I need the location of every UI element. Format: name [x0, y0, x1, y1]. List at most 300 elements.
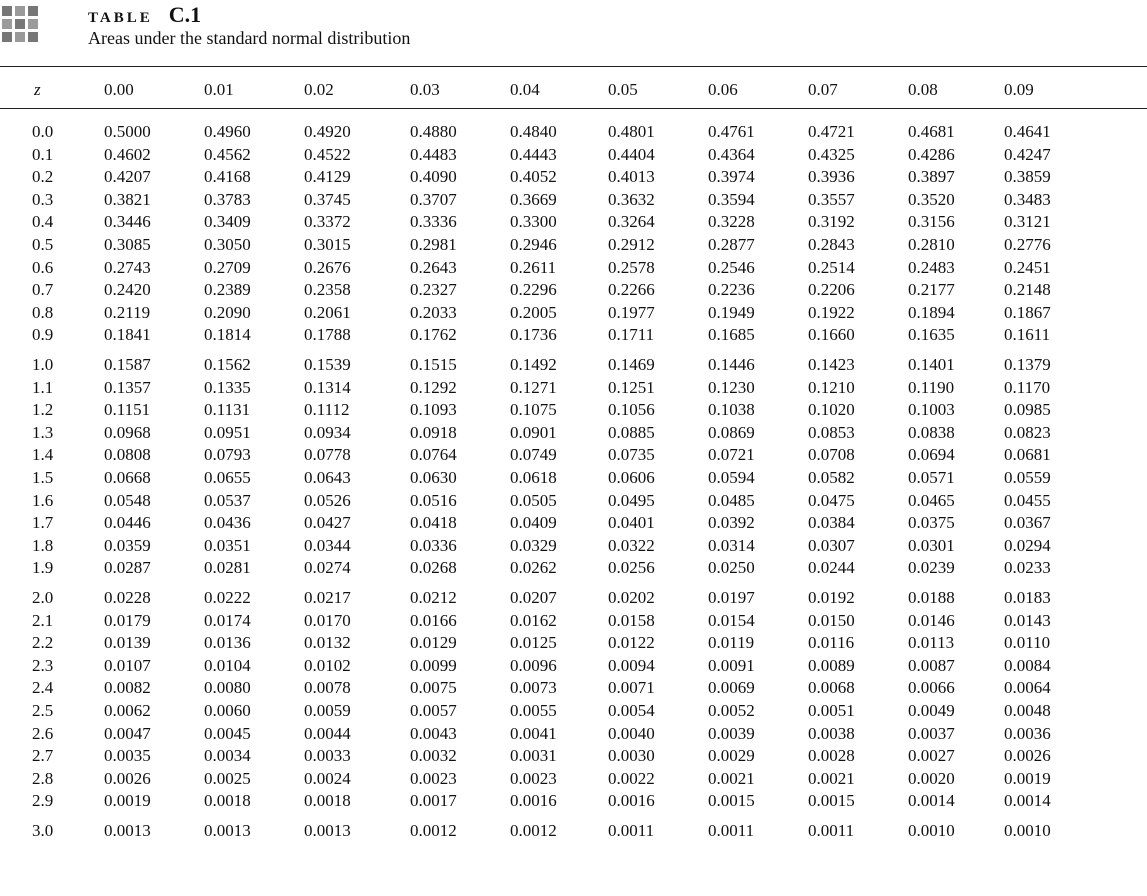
table-cell: 0.0049	[908, 701, 955, 720]
table-cell: 0.1469	[608, 355, 655, 374]
table-cell: 0.0606	[608, 468, 655, 487]
table-cell: 0.0643	[304, 468, 351, 487]
table-row	[0, 791, 1147, 814]
table-cell: 0.4681	[908, 122, 955, 141]
table-cell: 0.1020	[808, 400, 855, 420]
table-cell: 0.1038	[708, 400, 755, 420]
table-cell: 0.0401	[608, 513, 655, 533]
table-row	[0, 468, 1147, 491]
table-cell: 0.0228	[104, 588, 151, 607]
table-cell: 0.2358	[304, 280, 351, 300]
table-cell: 0.0548	[104, 490, 151, 510]
table-cell: 0.0143	[1004, 610, 1051, 630]
table-cell: 0.2946	[510, 235, 557, 254]
table-cell: 0.0107	[104, 655, 151, 675]
table-row	[0, 325, 1147, 348]
table-cell: 0.0202	[608, 588, 655, 607]
row-z-value: 1.3	[32, 422, 54, 442]
table-cell: 0.2810	[908, 235, 955, 254]
table-cell: 0.0735	[608, 445, 655, 465]
table-cell: 0.3228	[708, 212, 755, 232]
table-row	[0, 656, 1147, 679]
table-cell: 0.0618	[510, 468, 557, 487]
table-cell: 0.0037	[908, 723, 955, 743]
table-cell: 0.1894	[908, 302, 955, 322]
table-cell: 0.2177	[908, 280, 955, 300]
table-cell: 0.0475	[808, 490, 855, 510]
table-cell: 0.0043	[410, 723, 457, 743]
table-cell: 0.0016	[608, 791, 655, 811]
row-z-value: 2.3	[32, 655, 54, 675]
table-cell: 0.0012	[510, 821, 557, 840]
header-col: 0.03	[410, 80, 440, 99]
row-z-value: 0.9	[32, 325, 54, 345]
table-cell: 0.3859	[1004, 167, 1051, 187]
table-cell: 0.0808	[104, 445, 151, 465]
table-cell: 0.4052	[510, 167, 557, 187]
table-cell: 0.0051	[808, 701, 855, 720]
table-row	[0, 536, 1147, 559]
table-cell: 0.0044	[304, 723, 351, 743]
table-cell: 0.0026	[1004, 746, 1051, 766]
header-col: 0.05	[608, 80, 638, 99]
table-cell: 0.2327	[410, 280, 457, 300]
header-col: 0.07	[808, 80, 838, 99]
table-cell: 0.0322	[608, 535, 655, 555]
row-z-value: 1.6	[32, 490, 54, 510]
table-cell: 0.3372	[304, 212, 351, 232]
table-cell: 0.1093	[410, 400, 457, 420]
table-cell: 0.4602	[104, 144, 151, 164]
table-cell: 0.0047	[104, 723, 151, 743]
table-cell: 0.3336	[410, 212, 457, 232]
table-row	[0, 746, 1147, 769]
table-cell: 0.0166	[410, 610, 457, 630]
table-cell: 0.0052	[708, 701, 755, 720]
table-cell: 0.4168	[204, 167, 251, 187]
table-cell: 0.0934	[304, 422, 351, 442]
table-cell: 0.0066	[908, 678, 955, 698]
table-cell: 0.0071	[608, 678, 655, 698]
table-cell: 0.0668	[104, 468, 151, 487]
table-cell: 0.0073	[510, 678, 557, 698]
table-cell: 0.0838	[908, 422, 955, 442]
table-cell: 0.0011	[808, 821, 855, 840]
table-cell: 0.0655	[204, 468, 251, 487]
table-cell: 0.3974	[708, 167, 755, 187]
table-cell: 0.0968	[104, 422, 151, 442]
table-cell: 0.0019	[104, 791, 151, 811]
table-cell: 0.0192	[808, 588, 855, 607]
table-cell: 0.3446	[104, 212, 151, 232]
table-row	[0, 445, 1147, 468]
table-cell: 0.1271	[510, 377, 557, 397]
table-cell: 0.0256	[608, 558, 655, 578]
table-row	[0, 145, 1147, 168]
table-cell: 0.0039	[708, 723, 755, 743]
table-row	[0, 303, 1147, 326]
table-cell: 0.4522	[304, 144, 351, 164]
table-cell: 0.2546	[708, 257, 755, 277]
table-cell: 0.0010	[1004, 821, 1051, 840]
table-cell: 0.3783	[204, 189, 251, 209]
table-cell: 0.3594	[708, 189, 755, 209]
table-cell: 0.3121	[1004, 212, 1051, 232]
table-cell: 0.1685	[708, 325, 755, 345]
table-cell: 0.1949	[708, 302, 755, 322]
table-cell: 0.0011	[708, 821, 755, 840]
table-cell: 0.0951	[204, 422, 251, 442]
table-row	[0, 701, 1147, 724]
table-cell: 0.0018	[204, 791, 251, 811]
table-cell: 0.0384	[808, 513, 855, 533]
table-cell: 0.0158	[608, 610, 655, 630]
table-cell: 0.3409	[204, 212, 251, 232]
table-cell: 0.0764	[410, 445, 457, 465]
table-cell: 0.3897	[908, 167, 955, 187]
table-cell: 0.0030	[608, 746, 655, 766]
table-cell: 0.0034	[204, 746, 251, 766]
table-cell: 0.0329	[510, 535, 557, 555]
table-cell: 0.2266	[608, 280, 655, 300]
table-cell: 0.0281	[204, 558, 251, 578]
table-cell: 0.0526	[304, 490, 351, 510]
table-row	[0, 258, 1147, 281]
table-cell: 0.0055	[510, 701, 557, 720]
table-cell: 0.4641	[1004, 122, 1051, 141]
table-cell: 0.0015	[708, 791, 755, 811]
table-cell: 0.4207	[104, 167, 151, 187]
row-z-value: 1.7	[32, 513, 54, 533]
table-row	[0, 513, 1147, 536]
row-z-value: 2.7	[32, 746, 54, 766]
table-cell: 0.0721	[708, 445, 755, 465]
row-z-value: 2.2	[32, 633, 54, 653]
table-cell: 0.1112	[304, 400, 350, 420]
table-cell: 0.0301	[908, 535, 955, 555]
table-cell: 0.2743	[104, 257, 151, 277]
header-col: 0.06	[708, 80, 738, 99]
table-row	[0, 167, 1147, 190]
table-cell: 0.0212	[410, 588, 457, 607]
table-cell: 0.4013	[608, 167, 655, 187]
table-cell: 0.1814	[204, 325, 251, 345]
table-cell: 0.0885	[608, 422, 655, 442]
table-cell: 0.0011	[608, 821, 655, 840]
table-cell: 0.0069	[708, 678, 755, 698]
table-cell: 0.2236	[708, 280, 755, 300]
header-col: 0.00	[104, 80, 134, 99]
table-cell: 0.2709	[204, 257, 251, 277]
row-z-value: 1.2	[32, 400, 54, 420]
table-cell: 0.1131	[204, 400, 251, 420]
table-cell: 0.4761	[708, 122, 755, 141]
table-cell: 0.0113	[908, 633, 955, 653]
table-cell: 0.0274	[304, 558, 351, 578]
table-cell: 0.0239	[908, 558, 955, 578]
table-cell: 0.1736	[510, 325, 557, 345]
table-cell: 0.0094	[608, 655, 655, 675]
table-cell: 0.0091	[708, 655, 755, 675]
table-cell: 0.0314	[708, 535, 755, 555]
table-cell: 0.0179	[104, 610, 151, 630]
table-cell: 0.0033	[304, 746, 351, 766]
header-col: 0.08	[908, 80, 938, 99]
table-cell: 0.1292	[410, 377, 457, 397]
table-cell: 0.1611	[1004, 325, 1051, 345]
table-cell: 0.0021	[808, 768, 855, 788]
table-cell: 0.0375	[908, 513, 955, 533]
row-z-value: 0.8	[32, 302, 54, 322]
table-cell: 0.2643	[410, 257, 457, 277]
table-cell: 0.2005	[510, 302, 557, 322]
table-cell: 0.0392	[708, 513, 755, 533]
table-cell: 0.0918	[410, 422, 457, 442]
table-cell: 0.0367	[1004, 513, 1051, 533]
table-cell: 0.0233	[1004, 558, 1051, 578]
table-caption	[88, 2, 410, 49]
header-rule	[0, 108, 1147, 109]
row-z-value: 2.4	[32, 678, 54, 698]
table-cell: 0.1660	[808, 325, 855, 345]
table-cell: 0.0630	[410, 468, 457, 487]
table-cell: 0.0029	[708, 746, 755, 766]
table-cell: 0.1867	[1004, 302, 1051, 322]
table-cell: 0.0015	[808, 791, 855, 811]
table-cell: 0.2090	[204, 302, 251, 322]
table-cell: 0.0409	[510, 513, 557, 533]
row-z-value: 1.0	[32, 355, 54, 374]
table-cell: 0.0024	[304, 768, 351, 788]
table-cell: 0.4364	[708, 144, 755, 164]
table-cell: 0.2981	[410, 235, 457, 254]
table-cell: 0.3156	[908, 212, 955, 232]
table-cell: 0.1056	[608, 400, 655, 420]
table-cell: 0.0012	[410, 821, 457, 840]
table-row	[0, 588, 1147, 611]
table-cell: 0.0019	[1004, 768, 1051, 788]
table-cell: 0.3192	[808, 212, 855, 232]
table-cell: 0.0038	[808, 723, 855, 743]
table-cell: 0.0013	[204, 821, 251, 840]
table-row	[0, 491, 1147, 514]
table-cell: 0.2148	[1004, 280, 1051, 300]
table-cell: 0.4562	[204, 144, 251, 164]
table-row	[0, 190, 1147, 213]
table-row	[0, 633, 1147, 656]
table-cell: 0.2119	[104, 302, 151, 322]
table-cell: 0.3936	[808, 167, 855, 187]
row-z-value: 0.4	[32, 212, 54, 232]
table-cell: 0.3821	[104, 189, 151, 209]
row-z-value: 3.0	[32, 821, 54, 840]
table-cell: 0.3632	[608, 189, 655, 209]
table-cell: 0.0078	[304, 678, 351, 698]
table-cell: 0.0174	[204, 610, 251, 630]
table-cell: 0.0985	[1004, 400, 1051, 420]
table-cell: 0.0129	[410, 633, 457, 653]
table-label: TABLE	[88, 10, 153, 26]
table-cell: 0.0436	[204, 513, 251, 533]
table-row	[0, 423, 1147, 446]
table-cell: 0.1711	[608, 325, 655, 345]
table-cell: 0.1190	[908, 377, 955, 397]
table-row	[0, 724, 1147, 747]
table-cell: 0.0060	[204, 701, 251, 720]
table-cell: 0.1762	[410, 325, 457, 345]
table-cell: 0.0516	[410, 490, 457, 510]
table-row	[0, 821, 1147, 844]
table-cell: 0.0495	[608, 490, 655, 510]
table-cell: 0.0119	[708, 633, 755, 653]
table-cell: 0.1314	[304, 377, 351, 397]
row-z-value: 0.2	[32, 167, 54, 187]
header-col: 0.09	[1004, 80, 1034, 99]
table-cell: 0.0217	[304, 588, 351, 607]
table-cell: 0.0027	[908, 746, 955, 766]
table-cell: 0.0268	[410, 558, 457, 578]
table-cell: 0.2483	[908, 257, 955, 277]
row-z-value: 2.0	[32, 588, 54, 607]
table-cell: 0.4920	[304, 122, 351, 141]
table-cell: 0.0040	[608, 723, 655, 743]
table-cell: 0.0793	[204, 445, 251, 465]
table-cell: 0.3085	[104, 235, 151, 254]
table-cell: 0.2843	[808, 235, 855, 254]
table-cell: 0.1379	[1004, 355, 1051, 374]
table-cell: 0.0017	[410, 791, 457, 811]
table-cell: 0.4801	[608, 122, 655, 141]
table-cell: 0.0022	[608, 768, 655, 788]
table-cell: 0.2912	[608, 235, 655, 254]
table-cell: 0.1539	[304, 355, 351, 374]
table-row	[0, 212, 1147, 235]
table-cell: 0.0188	[908, 588, 955, 607]
table-cell: 0.1587	[104, 355, 151, 374]
table-cell: 0.0125	[510, 633, 557, 653]
table-cell: 0.4960	[204, 122, 251, 141]
table-cell: 0.1075	[510, 400, 557, 420]
table-cell: 0.3015	[304, 235, 351, 254]
table-cell: 0.0018	[304, 791, 351, 811]
table-cell: 0.3520	[908, 189, 955, 209]
table-cell: 0.0036	[1004, 723, 1051, 743]
table-cell: 0.0023	[510, 768, 557, 788]
table-cell: 0.1922	[808, 302, 855, 322]
table-cell: 0.0139	[104, 633, 151, 653]
table-cell: 0.0016	[510, 791, 557, 811]
table-cell: 0.0250	[708, 558, 755, 578]
table-cell: 0.3483	[1004, 189, 1051, 209]
table-row	[0, 280, 1147, 303]
table-cell: 0.3050	[204, 235, 251, 254]
table-cell: 0.1635	[908, 325, 955, 345]
table-cell: 0.1210	[808, 377, 855, 397]
table-cell: 0.4325	[808, 144, 855, 164]
table-cell: 0.0110	[1004, 633, 1051, 653]
table-cell: 0.2033	[410, 302, 457, 322]
table-cell: 0.0778	[304, 445, 351, 465]
table-row	[0, 611, 1147, 634]
table-cell: 0.0901	[510, 422, 557, 442]
table-cell: 0.0014	[908, 791, 955, 811]
top-rule	[0, 66, 1147, 67]
table-cell: 0.0455	[1004, 490, 1051, 510]
table-cell: 0.0582	[808, 468, 855, 487]
table-cell: 0.0197	[708, 588, 755, 607]
table-cell: 0.0035	[104, 746, 151, 766]
table-row	[0, 769, 1147, 792]
table-cell: 0.1170	[1004, 377, 1051, 397]
table-cell: 0.0089	[808, 655, 855, 675]
table-cell: 0.3669	[510, 189, 557, 209]
table-cell: 0.2451	[1004, 257, 1051, 277]
row-z-value: 2.9	[32, 791, 54, 811]
table-cell: 0.0104	[204, 655, 251, 675]
table-row	[0, 378, 1147, 401]
table-cell: 0.4090	[410, 167, 457, 187]
table-row	[0, 558, 1147, 581]
table-cell: 0.4286	[908, 144, 955, 164]
table-cell: 0.0136	[204, 633, 251, 653]
table-cell: 0.0150	[808, 610, 855, 630]
table-cell: 0.2877	[708, 235, 755, 254]
table-cell: 0.0170	[304, 610, 351, 630]
table-cell: 0.0013	[104, 821, 151, 840]
table-cell: 0.0146	[908, 610, 955, 630]
table-cell: 0.0559	[1004, 468, 1051, 487]
table-cell: 0.0062	[104, 701, 151, 720]
table-cell: 0.0023	[410, 768, 457, 788]
table-cell: 0.0154	[708, 610, 755, 630]
row-z-value: 2.5	[32, 701, 54, 720]
table-cell: 0.1446	[708, 355, 755, 374]
table-cell: 0.1492	[510, 355, 557, 374]
table-cell: 0.0021	[708, 768, 755, 788]
table-cell: 0.1401	[908, 355, 955, 374]
table-logo	[0, 4, 44, 48]
row-z-value: 1.1	[32, 377, 54, 397]
table-cell: 0.1151	[104, 400, 151, 420]
table-cell: 0.0708	[808, 445, 855, 465]
table-cell: 0.0537	[204, 490, 251, 510]
table-cell: 0.0336	[410, 535, 457, 555]
table-cell: 0.0749	[510, 445, 557, 465]
header-z: z	[34, 80, 41, 99]
table-cell: 0.1841	[104, 325, 151, 345]
table-cell: 0.4840	[510, 122, 557, 141]
table-cell: 0.3707	[410, 189, 457, 209]
header-col: 0.01	[204, 80, 234, 99]
table-cell: 0.1251	[608, 377, 655, 397]
row-z-value: 0.6	[32, 257, 54, 277]
table-number: C.1	[168, 2, 202, 27]
table-cell: 0.0162	[510, 610, 557, 630]
table-cell: 0.0087	[908, 655, 955, 675]
table-cell: 0.0099	[410, 655, 457, 675]
table-cell: 0.2676	[304, 257, 351, 277]
table-cell: 0.4129	[304, 167, 351, 187]
table-cell: 0.0183	[1004, 588, 1051, 607]
table-cell: 0.4247	[1004, 144, 1051, 164]
table-cell: 0.0294	[1004, 535, 1051, 555]
table-cell: 0.0571	[908, 468, 955, 487]
table-cell: 0.0594	[708, 468, 755, 487]
table-cell: 0.0082	[104, 678, 151, 698]
table-cell: 0.0244	[808, 558, 855, 578]
table-cell: 0.0344	[304, 535, 351, 555]
table-cell: 0.0262	[510, 558, 557, 578]
